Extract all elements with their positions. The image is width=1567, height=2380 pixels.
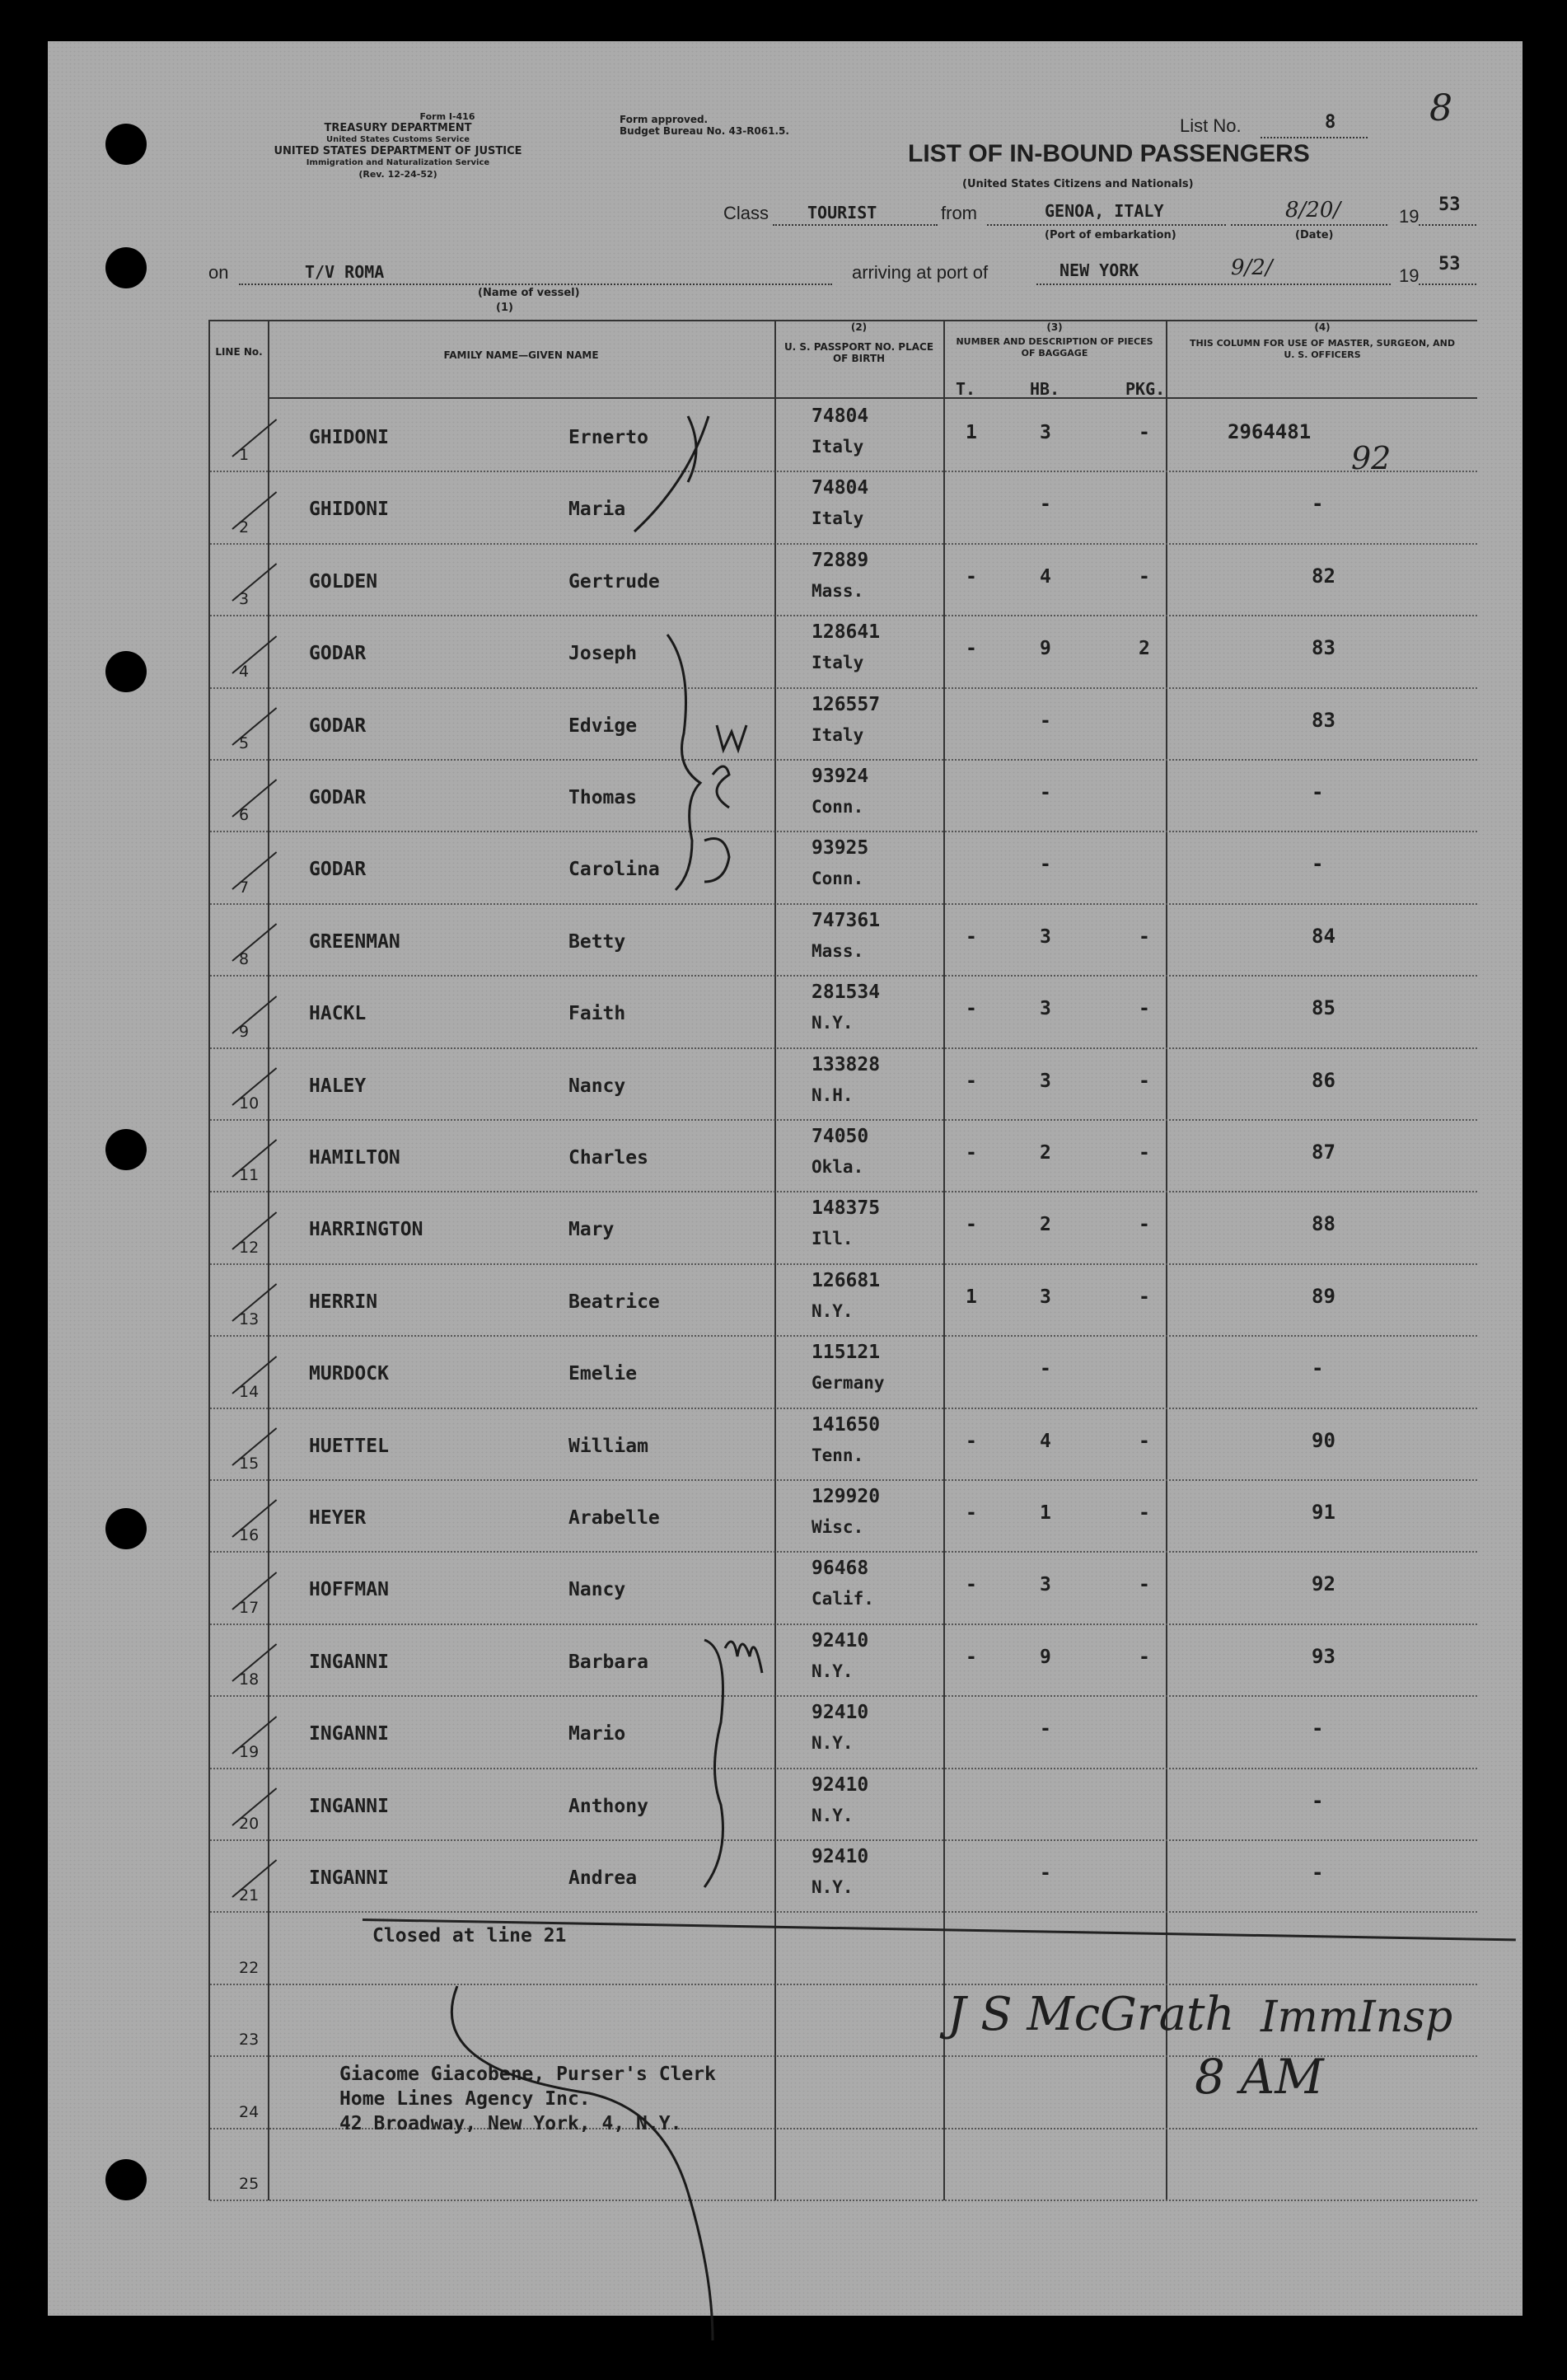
- given-name: Maria: [568, 499, 626, 521]
- line-number: 17: [239, 1598, 260, 1617]
- row-divider: [210, 543, 1477, 545]
- officer-use: 83: [1312, 708, 1335, 732]
- given-name: Beatrice: [568, 1291, 660, 1313]
- passport-number: 141650: [812, 1413, 881, 1436]
- officer-use: 85: [1312, 996, 1335, 1020]
- clerk-agency: Home Lines Agency Inc.: [339, 2088, 591, 2110]
- punch-hole: [105, 1508, 147, 1549]
- baggage-packages: -: [1139, 1502, 1150, 1524]
- given-name: Nancy: [568, 1579, 626, 1601]
- baggage-handbags: 1: [1040, 1502, 1051, 1524]
- list-no-value: 8: [1325, 112, 1336, 133]
- passport-number: 74804: [812, 477, 869, 499]
- passport-number: 281534: [812, 982, 881, 1004]
- header-bottom-border: [268, 397, 1477, 399]
- baggage-handbags: 3: [1040, 1286, 1051, 1308]
- passport-number: 92410: [812, 1773, 869, 1796]
- baggage-trunks: -: [966, 925, 977, 948]
- row-divider: [210, 1695, 1477, 1697]
- family-name: GODAR: [309, 643, 367, 665]
- passport-number: 115121: [812, 1342, 881, 1364]
- officer-use: 82: [1312, 564, 1335, 588]
- given-name: Betty: [568, 930, 626, 953]
- row-divider: [210, 1263, 1477, 1265]
- date-embark-value: 8/20/: [1285, 198, 1341, 223]
- baggage-handbags: 4: [1040, 1430, 1051, 1452]
- list-no-handwritten: 8: [1429, 87, 1452, 129]
- baggage-trunks: -: [966, 1214, 977, 1236]
- place-of-birth: Italy: [812, 437, 864, 457]
- header-baggage-col: (3): [1046, 321, 1063, 333]
- year-embark-value: 53: [1438, 194, 1461, 215]
- passport-number: 93925: [812, 837, 869, 860]
- baggage-trunks: -: [966, 638, 977, 660]
- place-of-birth: N.Y.: [812, 1805, 854, 1825]
- given-name: Joseph: [568, 643, 638, 665]
- line-number: 2: [239, 518, 250, 536]
- baggage-handbags: -: [1040, 854, 1051, 876]
- officer-use: 88: [1312, 1212, 1335, 1236]
- baggage-handbags: 3: [1040, 1070, 1051, 1092]
- family-name: HOFFMAN: [309, 1579, 389, 1601]
- place-of-birth: Wisc.: [812, 1517, 864, 1537]
- baggage-trunks: -: [966, 565, 977, 588]
- row-divider: [210, 687, 1477, 689]
- inspector-title: ImmInsp: [1261, 1993, 1453, 2042]
- baggage-handbags: -: [1040, 710, 1051, 732]
- header-bag-hb: HB.: [1030, 379, 1060, 399]
- given-name: Mario: [568, 1723, 626, 1745]
- revision-label: (Rev. 12-24-52): [358, 169, 437, 180]
- family-name: GHIDONI: [309, 499, 389, 521]
- place-of-birth: N.Y.: [812, 1733, 854, 1754]
- given-name: Andrea: [568, 1867, 638, 1889]
- punch-hole: [105, 247, 147, 288]
- place-of-birth: N.H.: [812, 1085, 854, 1105]
- passport-number: 129920: [812, 1486, 881, 1507]
- given-name: Anthony: [568, 1795, 648, 1817]
- baggage-handbags: 4: [1040, 565, 1051, 588]
- family-name: GODAR: [309, 787, 367, 808]
- officer-use: -: [1312, 1861, 1324, 1884]
- baggage-handbags: 3: [1040, 1574, 1051, 1596]
- officer-use: -: [1312, 492, 1324, 516]
- family-name: HARRINGTON: [309, 1219, 423, 1241]
- family-name: HACKL: [309, 1003, 367, 1025]
- place-of-birth: Italy: [812, 653, 864, 673]
- given-name: Ernerto: [568, 427, 648, 448]
- place-of-birth: Okla.: [812, 1157, 864, 1177]
- class-value: TOURIST: [807, 203, 877, 223]
- passport-number: 92410: [812, 1702, 869, 1724]
- passport-number: 92410: [812, 1629, 869, 1651]
- baggage-packages: -: [1139, 998, 1150, 1020]
- family-name: GREENMAN: [309, 930, 400, 953]
- header-bag-t: T.: [956, 379, 976, 399]
- given-name: Thomas: [568, 787, 638, 808]
- baggage-packages: -: [1139, 1070, 1150, 1092]
- year-embark-line: [1419, 224, 1476, 226]
- header-baggage: NUMBER AND DESCRIPTION OF PIECES OF BAGGAGE: [956, 336, 1153, 358]
- baggage-handbags: 3: [1040, 422, 1051, 443]
- passport-number: 92410: [812, 1846, 869, 1867]
- given-name: Edvige: [568, 714, 638, 737]
- from-label: from: [941, 203, 977, 223]
- family-name: INGANNI: [309, 1723, 389, 1745]
- row-divider: [210, 1119, 1477, 1121]
- place-of-birth: Mass.: [812, 940, 864, 961]
- passport-number: 747361: [812, 909, 881, 931]
- row-divider: [210, 615, 1477, 616]
- baggage-packages: -: [1139, 422, 1150, 443]
- line-number: 11: [239, 1166, 260, 1185]
- baggage-packages: 2: [1139, 638, 1150, 660]
- port-embark-value: GENOA, ITALY: [1045, 201, 1164, 221]
- given-name: William: [568, 1435, 648, 1457]
- clerk-name: Giacome Giacobene, Purser's Clerk: [339, 2064, 716, 2085]
- family-name: INGANNI: [309, 1651, 389, 1673]
- vessel-value: T/V ROMA: [305, 262, 385, 282]
- budget-label: Budget Bureau No. 43-R061.5.: [620, 125, 789, 137]
- line-number: 13: [239, 1310, 260, 1329]
- passport-number: 72889: [812, 549, 869, 571]
- vessel-caption: (Name of vessel): [478, 287, 580, 299]
- port-embark-line: [987, 224, 1226, 226]
- officer-use: -: [1312, 1788, 1324, 1812]
- line-number: 10: [239, 1094, 260, 1113]
- baggage-packages: -: [1139, 1430, 1150, 1452]
- baggage-handbags: -: [1040, 1862, 1051, 1884]
- row-divider: [210, 1551, 1477, 1553]
- baggage-trunks: 1: [966, 1286, 977, 1308]
- punch-hole: [105, 651, 147, 692]
- row-divider: [210, 1623, 1477, 1625]
- passport-number: 126681: [812, 1269, 881, 1291]
- baggage-handbags: 9: [1040, 1646, 1051, 1668]
- approval-block: [620, 114, 789, 137]
- officer-use: 90: [1312, 1428, 1335, 1452]
- baggage-handbags: -: [1040, 782, 1051, 803]
- row-divider: [210, 471, 1477, 472]
- line-number: 15: [239, 1455, 260, 1473]
- row-divider: [210, 1408, 1477, 1409]
- line-number: 23: [239, 2031, 260, 2050]
- column-divider-baggage: [943, 320, 945, 2200]
- punch-hole: [105, 2159, 147, 2200]
- line-number: 24: [239, 2102, 260, 2121]
- baggage-trunks: -: [966, 1070, 977, 1092]
- row-divider: [210, 975, 1477, 977]
- place-of-birth: Italy: [812, 508, 864, 529]
- inspector-signature: J S McGrath: [947, 1988, 1235, 2041]
- punch-hole: [105, 124, 147, 165]
- row-divider: [210, 1768, 1477, 1769]
- year-arrival-line: [1419, 283, 1476, 285]
- line-number: 1: [239, 446, 250, 465]
- arriving-label: arriving at port of: [852, 262, 989, 283]
- baggage-handbags: 9: [1040, 638, 1051, 660]
- clerk-address: 42 Broadway, New York, 4, N.Y.: [339, 2113, 682, 2134]
- passport-number: 74050: [812, 1126, 869, 1147]
- line-number: 21: [239, 1886, 260, 1905]
- given-name: Carolina: [568, 859, 660, 881]
- justice-label: UNITED STATES DEPARTMENT OF JUSTICE: [274, 145, 522, 157]
- header-officers-col: (4): [1314, 321, 1331, 333]
- baggage-handbags: -: [1040, 1718, 1051, 1740]
- date-caption: (Date): [1295, 229, 1334, 241]
- baggage-trunks: -: [966, 1142, 977, 1164]
- date-arrival-value: 9/2/: [1231, 255, 1273, 280]
- family-name: HERRIN: [309, 1291, 378, 1313]
- port-arrival-value: NEW YORK: [1059, 260, 1139, 280]
- ins-label: Immigration and Naturalization Service: [306, 158, 490, 167]
- given-name: Arabelle: [568, 1507, 660, 1529]
- passport-number: 93924: [812, 766, 869, 787]
- baggage-handbags: 2: [1040, 1142, 1051, 1164]
- treasury-label: TREASURY DEPARTMENT: [324, 122, 472, 134]
- header-bag-pkg: PKG.: [1125, 379, 1166, 399]
- row-divider: [210, 1984, 1477, 1985]
- family-name: HEYER: [309, 1507, 367, 1529]
- baggage-packages: -: [1139, 1646, 1150, 1668]
- given-name: Mary: [568, 1219, 615, 1241]
- inspection-time: 8 AM: [1195, 2049, 1324, 2105]
- officer-use: 84: [1312, 924, 1335, 948]
- row-divider: [210, 903, 1477, 905]
- line-number: 5: [239, 734, 250, 752]
- on-label: on: [208, 262, 229, 283]
- officer-use: 86: [1312, 1068, 1335, 1092]
- place-of-birth: Ill.: [812, 1229, 854, 1249]
- family-name: INGANNI: [309, 1867, 389, 1889]
- officer-use: 91: [1312, 1501, 1335, 1524]
- given-name: Charles: [568, 1147, 648, 1169]
- officer-use: 2964481: [1228, 420, 1312, 443]
- row-divider: [210, 1839, 1477, 1841]
- approval-label: Form approved.: [620, 114, 709, 125]
- officer-use: -: [1312, 780, 1324, 803]
- line-number: 25: [239, 2175, 260, 2193]
- place-of-birth: Italy: [812, 724, 864, 745]
- header-name: FAMILY NAME—GIVEN NAME: [443, 349, 599, 361]
- place-of-birth: N.Y.: [812, 1877, 854, 1897]
- baggage-trunks: -: [966, 1430, 977, 1452]
- given-name: Barbara: [568, 1651, 648, 1673]
- line-number: 14: [239, 1382, 260, 1401]
- family-name: GOLDEN: [309, 570, 378, 593]
- place-of-birth: Tenn.: [812, 1445, 864, 1465]
- baggage-trunks: -: [966, 1646, 977, 1668]
- column-divider-officers: [1166, 320, 1167, 2200]
- given-name: Emelie: [568, 1363, 638, 1385]
- family-name: GODAR: [309, 714, 367, 737]
- form-header: [204, 111, 592, 180]
- row-divider: [210, 1335, 1477, 1337]
- officer-use: -: [1312, 852, 1324, 876]
- baggage-packages: -: [1139, 1574, 1150, 1596]
- baggage-handbags: -: [1040, 494, 1051, 516]
- page-subtitle: (United States Citizens and Nationals): [962, 178, 1194, 190]
- family-name: MURDOCK: [309, 1363, 389, 1385]
- row-divider: [210, 1191, 1477, 1192]
- line-number: 16: [239, 1526, 260, 1545]
- officer-use: -: [1312, 1356, 1324, 1380]
- family-name: INGANNI: [309, 1795, 389, 1817]
- line-number: 19: [239, 1742, 260, 1761]
- officer-use: -: [1312, 1717, 1324, 1740]
- baggage-packages: -: [1139, 1286, 1150, 1308]
- year-arrival-value: 53: [1438, 254, 1461, 274]
- year-prefix-arrival: 19: [1399, 265, 1420, 286]
- place-of-birth: N.Y.: [812, 1300, 854, 1321]
- line-number: 12: [239, 1238, 260, 1257]
- officer-use: 92: [1312, 1572, 1335, 1596]
- baggage-packages: -: [1139, 1142, 1150, 1164]
- list-no-label: List No.: [1180, 115, 1242, 136]
- family-name: HAMILTON: [309, 1147, 400, 1169]
- passport-number: 96468: [812, 1558, 869, 1580]
- port-arrival-line: [1036, 283, 1391, 285]
- officer-use: 89: [1312, 1284, 1335, 1308]
- place-of-birth: Conn.: [812, 869, 864, 889]
- officer-use: 87: [1312, 1141, 1335, 1164]
- line-number: 22: [239, 1958, 260, 1977]
- line-number: 7: [239, 878, 250, 897]
- row-divider: [210, 1479, 1477, 1481]
- baggage-trunks: -: [966, 1574, 977, 1596]
- date-embark-line: [1231, 224, 1387, 226]
- line-number: 4: [239, 662, 250, 681]
- row-divider: [210, 1047, 1477, 1049]
- place-of-birth: Mass.: [812, 580, 864, 601]
- line-number: 20: [239, 1815, 260, 1833]
- vessel-line: [239, 283, 832, 285]
- baggage-trunks: 1: [966, 422, 977, 443]
- line-number: 3: [239, 590, 250, 609]
- year-prefix: 19: [1399, 206, 1420, 227]
- row-divider: [210, 1911, 1477, 1913]
- customs-label: United States Customs Service: [325, 135, 470, 144]
- baggage-handbags: -: [1040, 1358, 1051, 1380]
- baggage-trunks: -: [966, 1502, 977, 1524]
- header-passport-col: (2): [850, 321, 868, 333]
- baggage-handbags: 2: [1040, 1214, 1051, 1236]
- form-number: Form I-416: [419, 111, 475, 122]
- place-of-birth: N.Y.: [812, 1661, 854, 1681]
- baggage-trunks: -: [966, 998, 977, 1020]
- vessel-column: (1): [496, 302, 513, 314]
- header-passport: U. S. PASSPORT NO. PLACE OF BIRTH: [784, 341, 934, 364]
- line-number: 9: [239, 1022, 250, 1041]
- punch-hole: [105, 1129, 147, 1170]
- family-name: HALEY: [309, 1075, 367, 1097]
- row-divider: [210, 759, 1477, 761]
- line-number: 6: [239, 806, 250, 825]
- port-embark-caption: (Port of embarkation): [1045, 229, 1176, 241]
- baggage-handbags: 3: [1040, 998, 1051, 1020]
- officer-use: 83: [1312, 636, 1335, 660]
- passport-number: 133828: [812, 1053, 881, 1075]
- given-name: Nancy: [568, 1075, 626, 1097]
- place-of-birth: Germany: [812, 1373, 885, 1394]
- row-divider: [210, 831, 1477, 832]
- officer-use: 93: [1312, 1644, 1335, 1668]
- place-of-birth: Calif.: [812, 1589, 874, 1609]
- family-name: GODAR: [309, 859, 367, 881]
- family-name: HUETTEL: [309, 1435, 389, 1457]
- given-name: Gertrude: [568, 570, 660, 593]
- baggage-handbags: 3: [1040, 925, 1051, 948]
- header-officers: THIS COLUMN FOR USE OF MASTER, SURGEON, AND U. S. OFFICERS: [1190, 338, 1455, 360]
- baggage-packages: -: [1139, 925, 1150, 948]
- passport-number: 128641: [812, 621, 881, 644]
- class-line: [773, 224, 938, 226]
- table-left-border: [208, 320, 210, 2200]
- line-number: 18: [239, 1670, 260, 1689]
- line-number: 8: [239, 950, 250, 969]
- page-title: LIST OF IN-BOUND PASSENGERS: [908, 140, 1310, 167]
- list-no-line: [1261, 137, 1368, 138]
- class-label: Class: [723, 203, 769, 223]
- passport-number: 148375: [812, 1197, 881, 1220]
- handwritten-92: 92: [1351, 440, 1392, 476]
- baggage-packages: -: [1139, 1214, 1150, 1236]
- header-line-no: LINE No.: [215, 346, 263, 358]
- baggage-packages: -: [1139, 565, 1150, 588]
- column-divider-passport: [774, 320, 776, 2200]
- passport-number: 74804: [812, 405, 869, 427]
- row-divider: [210, 2200, 1477, 2201]
- given-name: Faith: [568, 1003, 626, 1025]
- place-of-birth: Conn.: [812, 797, 864, 817]
- closed-at-line: Closed at line 21: [372, 1925, 567, 1947]
- family-name: GHIDONI: [309, 427, 389, 448]
- column-divider-name: [268, 320, 269, 2200]
- place-of-birth: N.Y.: [812, 1013, 854, 1033]
- passport-number: 126557: [812, 693, 881, 715]
